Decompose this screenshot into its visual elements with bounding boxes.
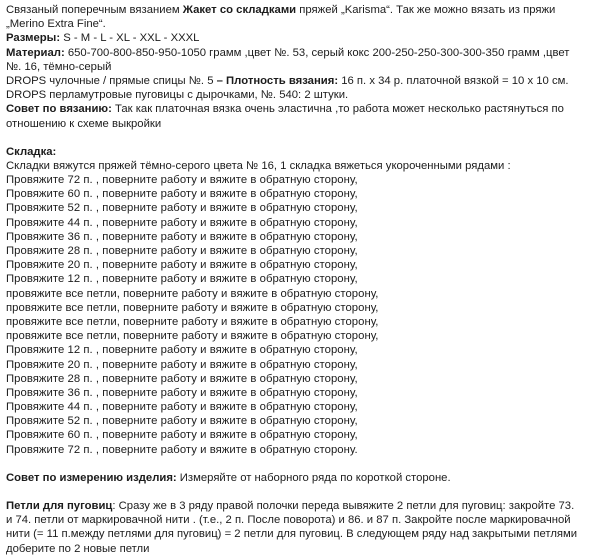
pleat-row: провяжите все петли, поверните работу и вяжите в обратную сторону,	[6, 315, 379, 328]
sizes-line	[6, 31, 606, 45]
pleat-row: провяжите все петли, поверните работу и вяжите в обратную сторону,	[6, 301, 379, 314]
spacer	[6, 131, 606, 145]
pleat-row: Провяжите 20 п. , поверните работу и вяжите в обратную сторону,	[6, 358, 358, 371]
advice-label: Совет по вязанию:	[6, 103, 112, 116]
pleat-row: Провяжите 28 п. , поверните работу и вяжите в обратную сторону,	[6, 372, 358, 385]
density-value: 16 п. х 34 р. платочной вязкой = 10 х 10 см.	[338, 74, 569, 87]
material-line-1	[6, 46, 606, 60]
measure-text: Измеряйте от наборного ряда по короткой стороне.	[176, 471, 451, 484]
intro-text: Связаный поперечным вязанием	[6, 4, 183, 16]
pleat-row: Провяжите 52 п. , поверните работу и вяжите в обратную сторону,	[6, 415, 358, 428]
pleat-row: Провяжите 36 п. , поверните работу и вяжите в обратную сторону,	[6, 386, 358, 399]
product-name: Жакет со складками	[182, 4, 297, 16]
advice-line-1	[6, 102, 606, 116]
pleat-row: Провяжите 72 п. , поверните работу и вяжите в обратную сторону,	[6, 174, 358, 187]
pleat-heading: Складка:	[6, 145, 57, 158]
intro-text-cont: пряжей „Karisma“. Так же можно вязать из пряжи	[296, 4, 556, 16]
spacer	[6, 457, 606, 471]
advice-line-2: отношению к схеме выкройки	[6, 117, 162, 130]
pleat-row: Провяжите 12 п. , поверните работу и вяжите в обратную сторону,	[6, 344, 358, 357]
intro-line-1	[6, 3, 606, 17]
needles-text: DROPS чулочные / прямые спицы №. 5	[6, 74, 217, 87]
sizes-label: Размеры:	[6, 32, 61, 45]
buttonholes-line-4: доберите по 2 новые петли	[6, 542, 150, 555]
measure-label: Совет по измерению изделия:	[6, 471, 177, 484]
advice-text: Так как платочная вязка очень эластична ,то работа может несколько растянуться по	[111, 103, 564, 116]
buttonholes-label: Петли для пуговиц	[6, 500, 113, 512]
pleat-row: Провяжите 44 п. , поверните работу и вяжите в обратную сторону,	[6, 401, 358, 414]
buttonholes-line-2: и 74. петли от маркировачной нити . (т.е., 2 п. После поворота) и 86. и 87 п. Закройте после маркировачной	[6, 514, 571, 527]
material-value: 650-700-800-850-950-1050 грамм ,цвет №. 53, серый кокс 200-250-250-300-300-350 грамм ,цвет	[64, 46, 570, 59]
density-label: – Плотность вязания:	[216, 74, 339, 87]
pleat-row: Провяжите 52 п. , поверните работу и вяжите в обратную сторону,	[6, 202, 358, 215]
pleat-row: Провяжите 12 п. , поверните работу и вяжите в обратную сторону,	[6, 273, 358, 286]
pleat-row: Провяжите 44 п. , поверните работу и вяжите в обратную сторону,	[6, 216, 358, 229]
buttonholes-line-1	[6, 499, 606, 513]
pleat-row: Провяжите 36 п. , поверните работу и вяжите в обратную сторону,	[6, 230, 358, 243]
pleat-row: Провяжите 28 п. , поверните работу и вяжите в обратную сторону,	[6, 245, 358, 257]
pleat-row: Провяжите 60 п. , поверните работу и вяжите в обратную сторону,	[6, 188, 358, 201]
material-label: Материал:	[6, 46, 65, 59]
buttonholes-text: : Сразу же в 3 ряду правой полочки переда вывяжите 2 петли для пуговиц: закройте 73.	[112, 500, 575, 512]
needles-line	[6, 74, 606, 88]
pattern-document	[6, 3, 606, 556]
pleat-row: провяжите все петли, поверните работу и вяжите в обратную сторону,	[6, 287, 379, 300]
sizes-value: S - M - L - XL - XXL - XXXL	[60, 32, 200, 45]
pleat-intro: Складки вяжутся пряжей тёмно-серого цвета № 16, 1 складка вяжеться укороченными рядами :	[6, 159, 511, 172]
spacer	[6, 485, 606, 499]
intro-line-2: „Merino Extra Fine“.	[6, 18, 106, 31]
pleat-row: провяжите все петли, поверните работу и вяжите в обратную сторону,	[6, 330, 379, 343]
pleat-row: Провяжите 20 п. , поверните работу и вяжите в обратную сторону,	[6, 259, 358, 272]
pleat-rows-list	[6, 173, 606, 457]
pleat-row: Провяжите 72 п. , поверните работу и вяжите в обратную сторону.	[6, 443, 358, 456]
pleat-row: Провяжите 60 п. , поверните работу и вяжите в обратную сторону,	[6, 429, 358, 442]
material-line-2: №. 16, тёмно-серый	[6, 60, 112, 73]
buttonholes-line-3: нити (= 11 п.между петлями для пуговиц) = 2 петли для пуговиц. В следующем ряду над закрытыми петлями	[6, 528, 578, 541]
measure-line	[6, 471, 606, 485]
buttons-line: DROPS перламутровые пуговицы с дырочками, №. 540: 2 штуки.	[6, 89, 349, 102]
